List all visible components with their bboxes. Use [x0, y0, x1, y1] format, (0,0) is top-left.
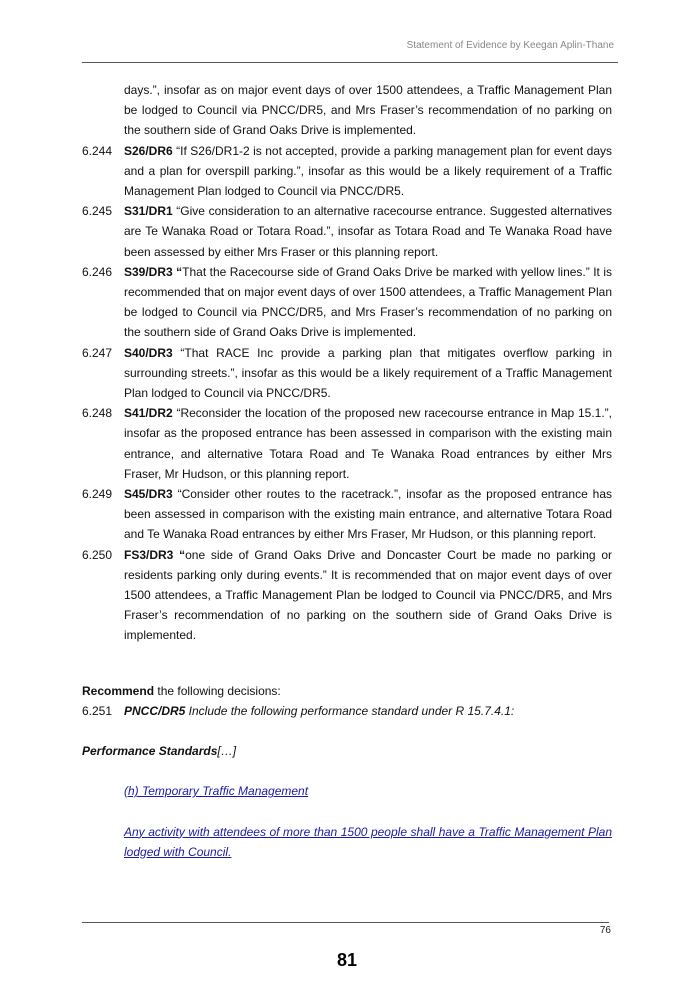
paragraph-6-251 — [82, 701, 612, 721]
paragraph-number: 6.248 — [82, 406, 113, 421]
paragraph-body: one side of Grand Oaks Drive and Doncaster Court be made no parking or residents parking only during events.” It is recommended that on major event days of over 1500 attendees, a Traffic Management Plan be lodged to Council via PNCC/DR5, and Mrs Fraser’s recommendation of no parking on the southern side of Grand Oaks Drive is implemented. — [124, 547, 612, 643]
decision-body: Include the following performance standard under R 15.7.4.1: — [185, 703, 515, 718]
submission-code: S31/DR1 — [124, 204, 173, 219]
paragraph-body: “Give consideration to an alternative racecourse entrance. Suggested alternatives are Te Wanaka Road or Totara Road.”, insofar as Totara Road and Te Wanaka Road have been assessed by either Mrs Fraser or this planning report. — [124, 204, 612, 259]
paragraph-body: “Consider other routes to the racetrack.”, insofar as the proposed entrance has been assessed in comparison with the existing main entrance, and alternative Totara Road and Te Wanaka Road entrances by either Mrs Fraser, Mr Hudson, or this planning report. — [124, 487, 612, 542]
header-divider — [82, 62, 618, 63]
paragraph-6-244 — [82, 141, 612, 202]
recommend-label: Recommend — [82, 683, 155, 698]
recommend-line — [82, 681, 612, 701]
paragraph-6-247 — [82, 343, 612, 404]
paragraph-number: 6.250 — [82, 547, 113, 562]
paragraph-text — [124, 343, 612, 404]
inserted-subheading: (h) Temporary Traffic Management — [124, 784, 309, 799]
footer-divider — [82, 922, 609, 923]
paragraph-text — [124, 403, 612, 484]
page-number: 76 — [599, 925, 611, 936]
paragraph-text — [124, 701, 612, 721]
document-page-number: 81 — [336, 950, 358, 970]
paragraph-text — [124, 484, 612, 545]
decision-code: PNCC/DR5 — [124, 703, 186, 718]
paragraph-6-248 — [82, 403, 612, 484]
paragraph-number: 6.247 — [82, 345, 113, 360]
inserted-rule-text: Any activity with attendees of more than 1500 people shall have a Traffic Management Plan lodged with Council. — [124, 824, 612, 859]
paragraph-6-246 — [82, 262, 612, 343]
submission-code: S41/DR2 — [124, 406, 173, 421]
continuation-paragraph: days.”, insofar as on major event days of over 1500 attendees, a Traffic Management Plan be lodged to Council via PNCC/DR5, and Mrs Fraser’s recommendation of no parking on the southern side of Grand Oaks Drive is implemented. — [124, 83, 612, 138]
submission-code: S45/DR3 — [124, 487, 173, 502]
paragraph-body: “Reconsider the location of the proposed new racecourse entrance in Map 15.1.”, insofar as the proposed entrance has been assessed in comparison with the existing main entrance, and alternative Totara Road and Te Wanaka Road entrances by either Mrs Fraser, Mr Hudson, or this planning report. — [124, 406, 612, 481]
paragraph-number: 6.249 — [82, 487, 113, 502]
paragraph-number: 6.244 — [82, 143, 113, 158]
document-body — [82, 80, 612, 862]
performance-heading-text: Performance Standards — [82, 744, 218, 759]
paragraph-6-245 — [82, 201, 612, 262]
submission-code: S39/DR3 “ — [124, 264, 183, 279]
performance-standards-heading — [82, 741, 612, 761]
paragraph-body: That the Racecourse side of Grand Oaks Drive be marked with yellow lines.” It is recommended that on major event days of over 1500 attendees, a Traffic Management Plan be lodged to Council via PNCC/DR5, and Mrs Fraser’s recommendation of no parking on the southern side of Grand Oaks Drive is implemented. — [124, 264, 612, 340]
performance-heading-suffix: […] — [217, 744, 237, 759]
paragraph-number: 6.251 — [82, 703, 113, 718]
paragraph-body: “That RACE Inc provide a parking plan that mitigates overflow parking in surrounding streets.”, insofar as this would be a likely requirement of a Traffic Management Plan lodged to Council via PNCC/DR5. — [124, 345, 612, 401]
paragraph-number: 6.245 — [82, 204, 113, 219]
paragraph-text — [124, 545, 612, 646]
running-header: Statement of Evidence by Keegan Aplin-Thane — [406, 40, 614, 51]
paragraph-body: “If S26/DR1-2 is not accepted, provide a parking management plan for event days and a plan for overspill parking.”, insofar as this would be a likely requirement of a Traffic Management Plan lodged to Council via PNCC/DR5. — [124, 143, 612, 199]
paragraph-text — [124, 262, 612, 343]
paragraph-6-249 — [82, 484, 612, 545]
paragraph-text — [124, 141, 612, 202]
submission-code: S26/DR6 — [124, 143, 173, 158]
submission-code: FS3/DR3 “ — [124, 547, 186, 562]
recommend-text: the following decisions: — [154, 683, 281, 698]
paragraph-6-250 — [82, 545, 612, 646]
submission-code: S40/DR3 — [124, 345, 173, 360]
paragraph-number: 6.246 — [82, 264, 113, 279]
paragraph-text — [124, 201, 612, 262]
